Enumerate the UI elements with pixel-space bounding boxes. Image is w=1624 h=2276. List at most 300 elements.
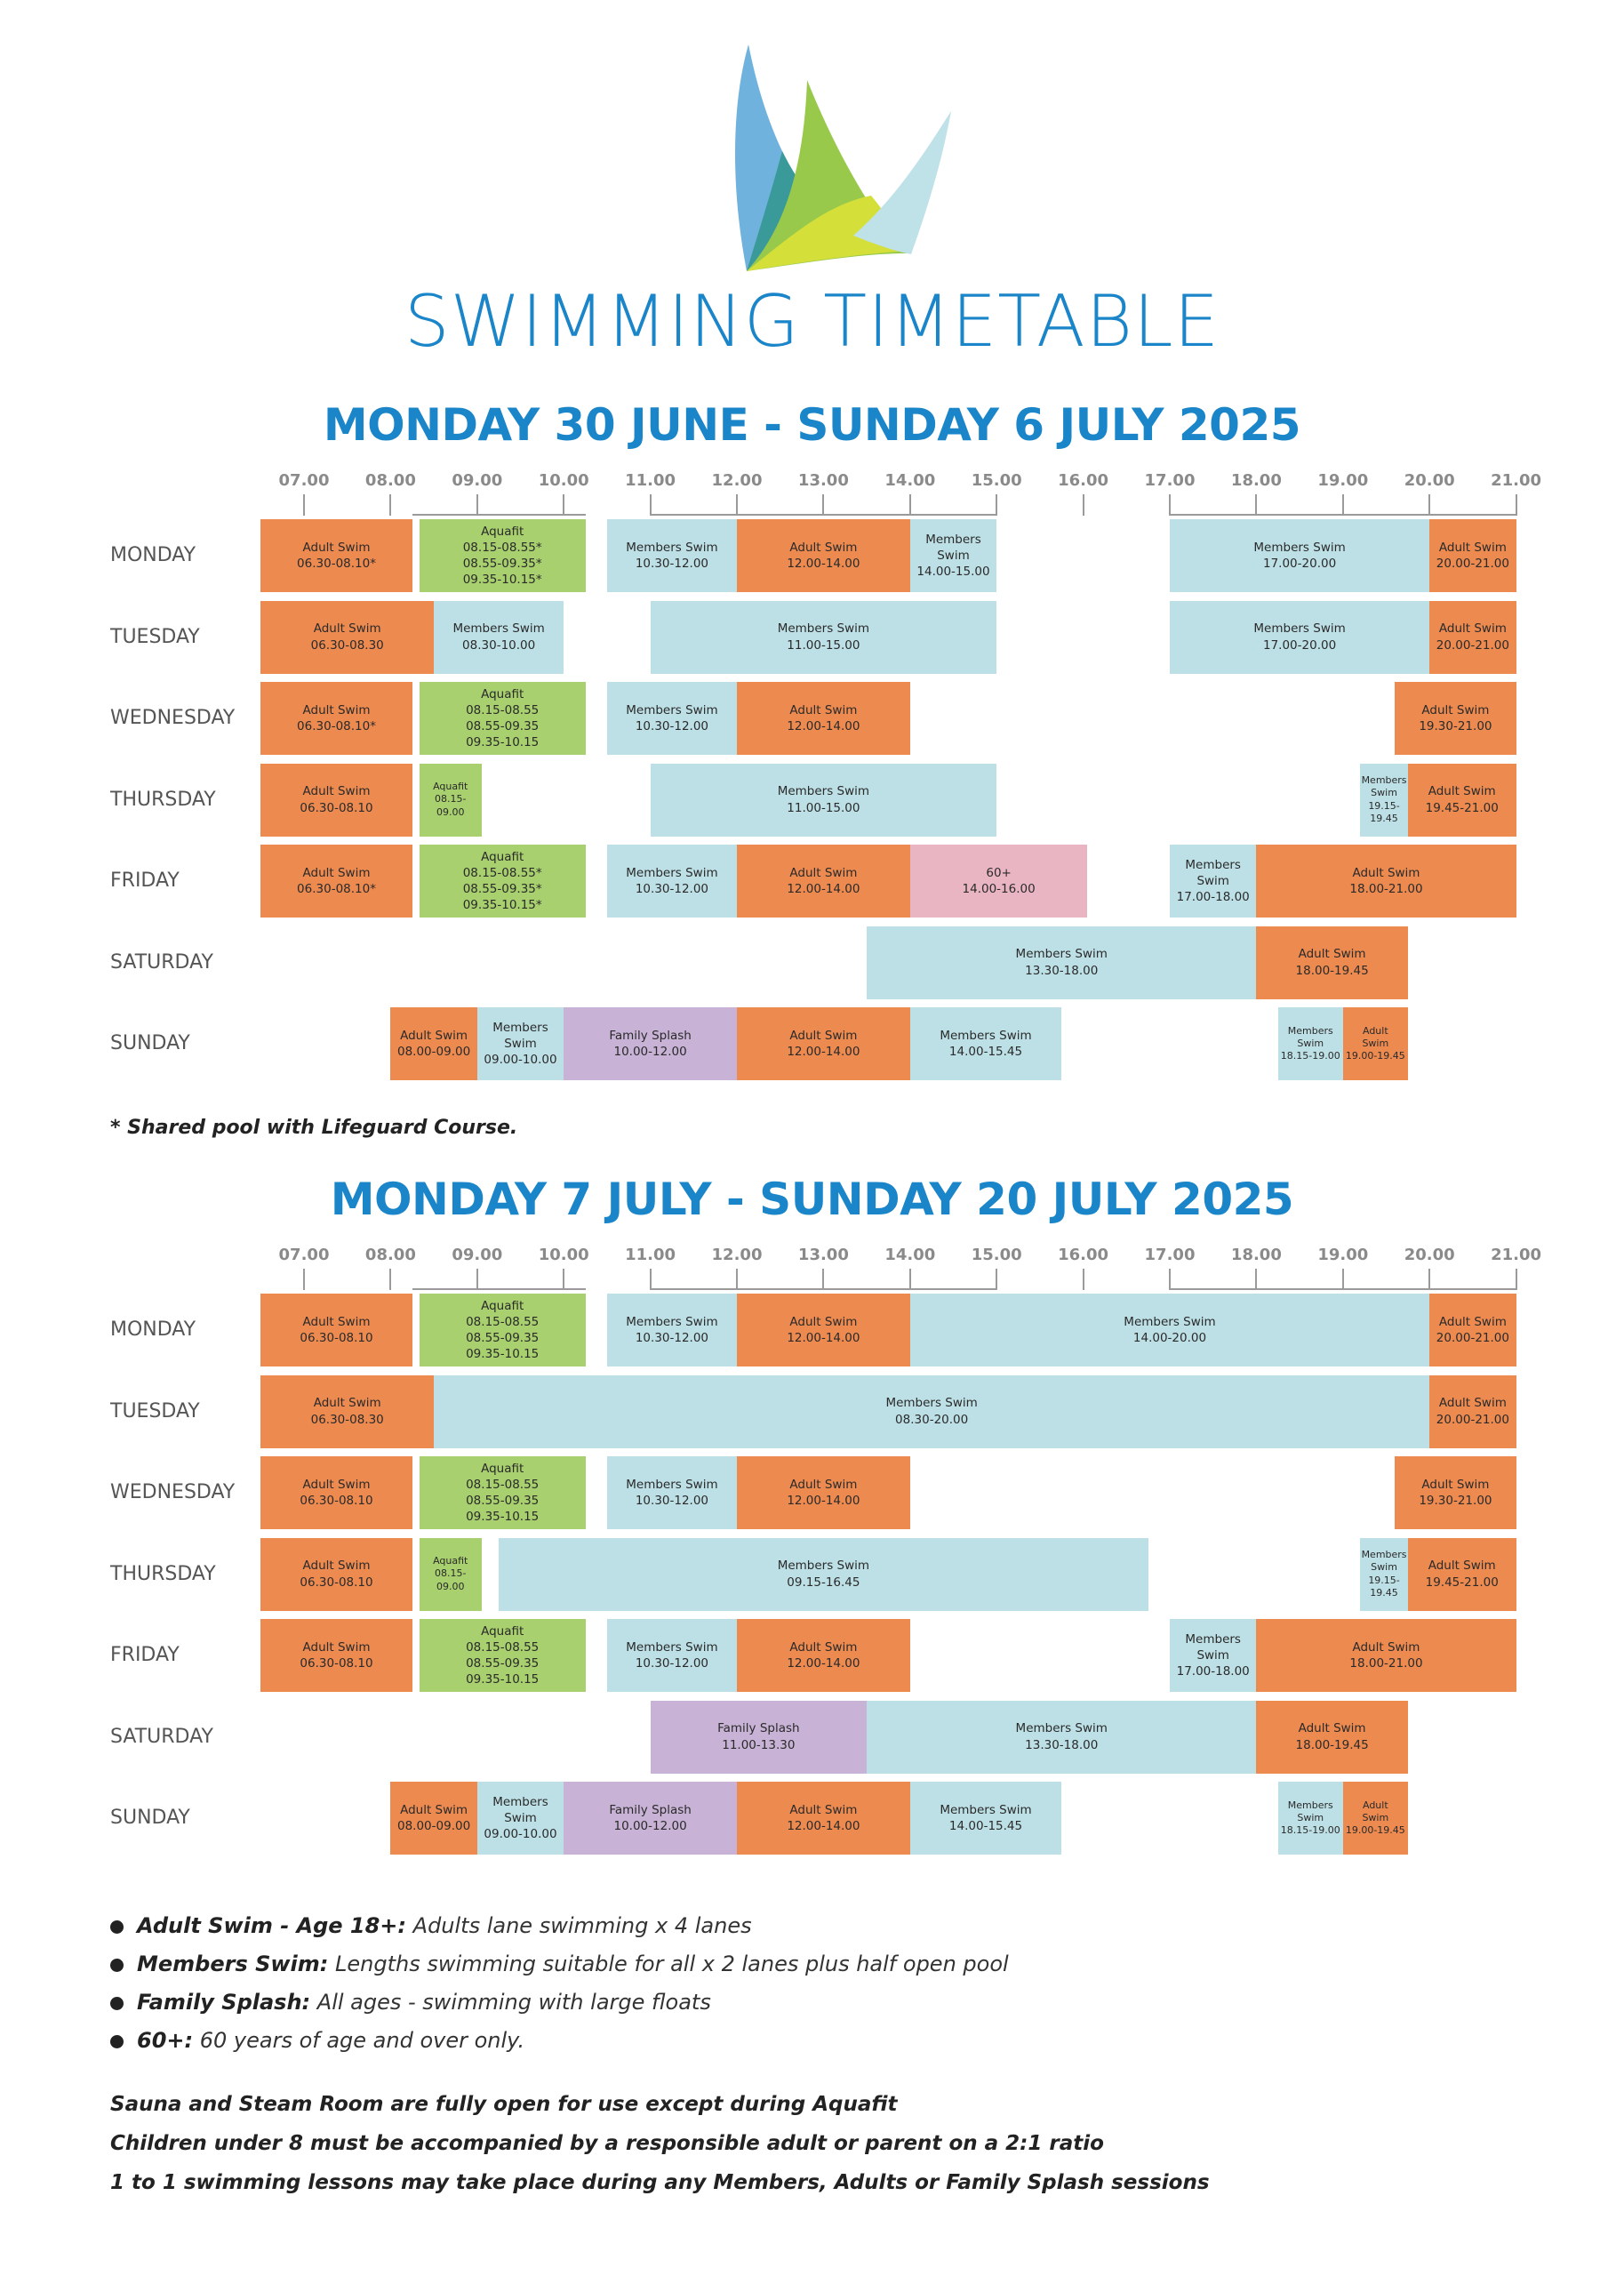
session-text: 09.35-10.15 — [466, 1510, 540, 1525]
session-block-adult — [1429, 519, 1516, 592]
session-block-members — [607, 519, 737, 592]
axis-tick — [650, 494, 652, 516]
session-text: 20.00-21.00 — [1436, 637, 1509, 653]
session-text: Adult Swim — [1428, 784, 1496, 799]
axis-hour-label: 16.00 — [1058, 1246, 1109, 1264]
session-text: Adult Swim — [400, 1028, 468, 1043]
session-text: Members — [1287, 1024, 1333, 1037]
session-text: 09.35-10.15* — [462, 898, 542, 913]
session-text: 18.00-21.00 — [1349, 1656, 1423, 1671]
session-text: Adult Swim — [1352, 865, 1420, 880]
session-text: Adult Swim — [789, 1314, 858, 1329]
session-text: Adult Swim — [313, 621, 381, 637]
session-text: Adult Swim — [302, 540, 371, 555]
session-text: Members Swim — [777, 621, 870, 637]
session-block-aquafit — [420, 1294, 586, 1366]
session-text: 10.00-12.00 — [613, 1045, 687, 1059]
session-block-adult — [1256, 1701, 1407, 1774]
session-text: Members Swim — [626, 702, 718, 717]
day-label: FRIDAY — [110, 1644, 180, 1666]
session-text: Aquafit — [481, 1298, 524, 1313]
legend-term: 60+: — [137, 2028, 194, 2053]
session-block-adult — [260, 1538, 412, 1611]
session-text: 09.35-10.15 — [466, 735, 540, 750]
session-text: Members Swim — [1253, 540, 1346, 555]
session-text: Members Swim — [452, 621, 545, 637]
session-text: Members Swim — [940, 1802, 1032, 1817]
logo-sails-icon — [729, 44, 951, 280]
session-text: 17.00-18.00 — [1176, 890, 1250, 905]
session-text: 08.00-09.00 — [397, 1819, 471, 1833]
axis-hour-label: 12.00 — [711, 471, 763, 490]
session-block-members — [607, 1619, 737, 1692]
session-text: Adult Swim — [1352, 1639, 1420, 1655]
axis-tick — [822, 494, 824, 516]
session-block-adult — [1343, 1782, 1408, 1855]
session-block-adult — [1395, 1456, 1516, 1529]
legend-item — [110, 1907, 1009, 1945]
session-block-members — [910, 1007, 1061, 1080]
axis-hour-label: 11.00 — [625, 471, 676, 490]
session-block-adult — [737, 682, 910, 755]
session-text: Swim — [1196, 873, 1229, 888]
session-text: 08.55-09.35* — [462, 557, 542, 571]
legend-term: Family Splash: — [137, 1990, 311, 2015]
session-text: 06.30-08.10* — [297, 557, 376, 571]
session-text: 06.30-08.10 — [300, 1575, 373, 1590]
axis-hour-label: 19.00 — [1317, 1246, 1369, 1264]
axis-tick — [1516, 494, 1517, 516]
day-label: SATURDAY — [110, 1725, 213, 1748]
session-text: Members — [1185, 857, 1241, 872]
session-text: 12.00-14.00 — [787, 719, 860, 733]
session-block-adult — [1408, 1538, 1516, 1611]
session-text: 08.15- — [435, 1567, 467, 1580]
session-text: 14.00-15.45 — [948, 1045, 1023, 1059]
session-block-members — [910, 1294, 1429, 1366]
session-text: 09.00-10.00 — [484, 1053, 557, 1068]
session-text: 18.00-21.00 — [1349, 882, 1423, 896]
session-block-aquafit — [420, 519, 586, 592]
session-text: Swim — [1371, 1561, 1397, 1574]
session-text: Members — [492, 1020, 548, 1035]
session-block-members — [607, 845, 737, 918]
session-block-members — [1278, 1782, 1343, 1855]
session-block-adult — [390, 1007, 476, 1080]
session-block-adult — [260, 764, 412, 837]
session-block-members — [651, 764, 997, 837]
session-text: Members Swim — [1124, 1314, 1216, 1329]
session-block-aquafit — [420, 1619, 586, 1692]
axis-tick — [1428, 494, 1430, 516]
session-text: 12.00-14.00 — [787, 1331, 860, 1345]
session-text: 18.15-19.00 — [1280, 1050, 1340, 1062]
session-text: 20.00-21.00 — [1436, 557, 1509, 571]
session-text: Adult Swim — [1438, 540, 1507, 555]
axis-tick — [476, 494, 478, 516]
session-block-members — [1170, 519, 1429, 592]
session-text: Swim — [1297, 1811, 1324, 1823]
day-label: FRIDAY — [110, 870, 180, 892]
session-text: Adult Swim — [1438, 621, 1507, 637]
session-block-members — [499, 1538, 1148, 1611]
session-block-members — [1360, 1538, 1408, 1611]
axis-tick — [1516, 1269, 1517, 1290]
axis-hour-label: 21.00 — [1491, 471, 1542, 490]
session-text: Aquafit — [481, 1623, 524, 1639]
session-text: 10.30-12.00 — [635, 1494, 709, 1508]
session-text: 10.30-12.00 — [635, 1656, 709, 1671]
session-text: 06.30-08.10* — [297, 882, 376, 896]
session-text: Adult Swim — [302, 1639, 371, 1655]
axis-tick — [1342, 494, 1344, 516]
axis-tick — [1169, 1269, 1171, 1290]
session-text: 19.45 — [1370, 812, 1398, 824]
session-text: Family Splash — [717, 1721, 800, 1736]
axis-tick — [1083, 1269, 1084, 1290]
axis-hour-label: 18.00 — [1230, 1246, 1282, 1264]
session-text: 10.30-12.00 — [635, 557, 709, 571]
session-text: 14.00-15.45 — [948, 1819, 1023, 1833]
session-text: Swim — [1371, 787, 1397, 799]
session-text: Family Splash — [609, 1802, 692, 1817]
session-text: Adult Swim — [1421, 702, 1490, 717]
axis-line — [651, 1288, 737, 1290]
info-note: Sauna and Steam Room are fully open for use except during Aquafit — [110, 2093, 898, 2116]
session-text: Swim — [1362, 1037, 1389, 1049]
session-text: 09.00 — [436, 1580, 465, 1592]
week-title: MONDAY 30 JUNE - SUNDAY 6 JULY 2025 — [323, 399, 1301, 451]
legend-description: All ages - swimming with large floats — [310, 1990, 711, 2015]
session-block-adult — [390, 1782, 476, 1855]
session-text: 19.30-21.00 — [1419, 1494, 1492, 1508]
session-block-members — [1170, 845, 1256, 918]
session-text: Adult Swim — [302, 865, 371, 880]
session-block-adult — [260, 1294, 412, 1366]
session-block-members — [867, 926, 1256, 999]
axis-hour-label: 15.00 — [971, 471, 1022, 490]
session-text: Members Swim — [626, 1477, 718, 1492]
day-label: THURSDAY — [110, 788, 216, 811]
session-text: 06.30-08.30 — [310, 1412, 384, 1427]
session-text: 09.35-10.15 — [466, 1672, 540, 1687]
day-label: SUNDAY — [110, 1807, 190, 1829]
session-text: 18.15-19.00 — [1280, 1824, 1340, 1837]
session-text: 06.30-08.30 — [310, 637, 384, 653]
session-text: 19.45-21.00 — [1425, 800, 1499, 815]
bullet-icon — [110, 2035, 124, 2048]
session-block-aquafit — [420, 1538, 482, 1611]
axis-tick — [1255, 1269, 1257, 1290]
session-text: Family Splash — [609, 1028, 692, 1043]
axis-tick — [822, 1269, 824, 1290]
session-text: Adult Swim — [313, 1396, 381, 1411]
day-label: SUNDAY — [110, 1032, 190, 1054]
session-text: 12.00-14.00 — [787, 557, 860, 571]
session-text: Swim — [504, 1810, 537, 1825]
session-block-members — [477, 1007, 564, 1080]
session-text: Adult Swim — [789, 702, 858, 717]
axis-tick — [303, 1269, 305, 1290]
legend-item — [110, 1983, 1009, 2022]
session-text: 14.00-15.00 — [916, 565, 990, 580]
session-text: Members Swim — [777, 1559, 870, 1574]
session-text: 12.00-14.00 — [787, 1494, 860, 1508]
session-text: 13.30-18.00 — [1025, 963, 1099, 978]
session-text: Swim — [1362, 1811, 1389, 1823]
axis-line — [412, 1288, 586, 1290]
axis-tick — [1169, 494, 1171, 516]
session-text: 08.15- — [435, 793, 467, 805]
axis-tick — [1083, 494, 1084, 516]
session-text: 19.15- — [1368, 1574, 1400, 1586]
session-text: 12.00-14.00 — [787, 1819, 860, 1833]
axis-hour-label: 20.00 — [1404, 1246, 1455, 1264]
session-text: 08.15-08.55 — [466, 1639, 540, 1655]
legend-item — [110, 1945, 1009, 1983]
session-text: Adult Swim — [302, 784, 371, 799]
session-block-adult — [737, 1007, 910, 1080]
session-text: 19.30-21.00 — [1419, 719, 1492, 733]
page-title: SWIMMING TIMETABLE — [404, 280, 1220, 363]
session-block-family — [564, 1007, 737, 1080]
session-text: 12.00-14.00 — [787, 1656, 860, 1671]
axis-hour-label: 08.00 — [364, 471, 416, 490]
session-block-aquafit — [420, 845, 586, 918]
session-block-adult — [1343, 1007, 1408, 1080]
session-text: 09.00-10.00 — [484, 1827, 557, 1842]
session-text: 06.30-08.10 — [300, 800, 373, 815]
session-text: 08.55-09.35* — [462, 882, 542, 896]
legend-description: 60 years of age and over only. — [193, 2028, 525, 2053]
axis-hour-label: 13.00 — [797, 1246, 849, 1264]
session-block-members — [607, 682, 737, 755]
bullet-icon — [110, 1920, 124, 1934]
session-text: 10.30-12.00 — [635, 719, 709, 733]
session-text: Aquafit — [481, 524, 524, 539]
session-block-members — [1170, 1619, 1256, 1692]
session-text: Swim — [1196, 1647, 1229, 1663]
axis-tick — [1255, 494, 1257, 516]
axis-hour-label: 09.00 — [452, 1246, 503, 1264]
session-text: 09.00 — [436, 805, 465, 818]
axis-line — [412, 514, 586, 516]
session-block-adult — [260, 682, 412, 755]
session-text: 08.15-08.55 — [466, 1477, 540, 1492]
session-text: 10.30-12.00 — [635, 1331, 709, 1345]
legend — [110, 1907, 1009, 2060]
session-block-adult — [260, 601, 434, 674]
day-label: MONDAY — [110, 1318, 196, 1341]
session-text: 08.30-10.00 — [462, 637, 536, 653]
legend-item — [110, 2022, 1009, 2060]
session-text: Swim — [937, 548, 970, 563]
session-text: Members Swim — [1015, 1721, 1108, 1736]
axis-hour-label: 08.00 — [364, 1246, 416, 1264]
session-block-adult — [1256, 1619, 1516, 1692]
session-block-adult — [1408, 764, 1516, 837]
session-text: 17.00-18.00 — [1176, 1664, 1250, 1679]
session-text: Adult Swim — [302, 1314, 371, 1329]
axis-tick — [909, 494, 911, 516]
session-block-members — [910, 1782, 1061, 1855]
session-block-members — [434, 1375, 1429, 1448]
session-text: Members — [925, 532, 981, 547]
session-text: Adult Swim — [400, 1802, 468, 1817]
session-text: 20.00-21.00 — [1436, 1412, 1509, 1427]
session-text: 11.00-15.00 — [787, 800, 860, 815]
session-text: 08.15-08.55* — [462, 540, 542, 555]
session-block-members — [651, 601, 997, 674]
session-block-aquafit — [420, 1456, 586, 1529]
session-text: Aquafit — [481, 1461, 524, 1476]
axis-hour-label: 12.00 — [711, 1246, 763, 1264]
session-text: 19.00-19.45 — [1345, 1824, 1405, 1837]
session-text: Adult Swim — [789, 1477, 858, 1492]
axis-hour-label: 07.00 — [278, 1246, 330, 1264]
bullet-icon — [110, 1997, 124, 2010]
session-text: Members Swim — [626, 1314, 718, 1329]
axis-tick — [1428, 1269, 1430, 1290]
session-block-adult — [737, 1456, 910, 1529]
session-text: Adult Swim — [1438, 1396, 1507, 1411]
session-text: Adult Swim — [1298, 1721, 1366, 1736]
session-text: 10.00-12.00 — [613, 1819, 687, 1833]
axis-hour-label: 19.00 — [1317, 471, 1369, 490]
session-text: 19.45 — [1370, 1586, 1398, 1599]
session-block-adult — [1429, 1294, 1516, 1366]
session-block-adult — [737, 845, 910, 918]
session-block-adult — [1256, 926, 1407, 999]
session-text: 17.00-20.00 — [1263, 557, 1337, 571]
session-text: 12.00-14.00 — [787, 882, 860, 896]
session-text: 08.55-09.35 — [466, 1494, 540, 1508]
bullet-icon — [110, 1959, 124, 1972]
day-label: WEDNESDAY — [110, 707, 236, 729]
axis-hour-label: 17.00 — [1144, 1246, 1196, 1264]
legend-description: Lengths swimming suitable for all x 2 lanes plus half open pool — [328, 1951, 1009, 1976]
axis-hour-label: 21.00 — [1491, 1246, 1542, 1264]
day-label: WEDNESDAY — [110, 1481, 236, 1503]
session-text: 08.15-08.55 — [466, 702, 540, 717]
session-text: 19.15- — [1368, 799, 1400, 812]
axis-tick — [736, 1269, 738, 1290]
session-text: Members — [1361, 773, 1407, 786]
axis-line — [910, 1288, 996, 1290]
session-text: 09.35-10.15 — [466, 1347, 540, 1362]
session-block-adult — [737, 519, 910, 592]
session-text: 06.30-08.10 — [300, 1656, 373, 1671]
session-text: 08.15-08.55* — [462, 865, 542, 880]
session-text: Adult Swim — [1298, 947, 1366, 962]
session-text: Adult Swim — [1428, 1559, 1496, 1574]
axis-tick — [389, 1269, 391, 1290]
session-text: 10.30-12.00 — [635, 882, 709, 896]
session-block-adult — [260, 1375, 434, 1448]
session-text: 09.35-10.15* — [462, 573, 542, 588]
session-block-aquafit — [420, 764, 482, 837]
session-text: Members Swim — [777, 784, 870, 799]
session-block-adult — [260, 845, 412, 918]
session-block-members — [477, 1782, 564, 1855]
session-text: Aquafit — [433, 781, 468, 793]
session-block-family — [564, 1782, 737, 1855]
session-text: Swim — [504, 1036, 537, 1051]
session-block-members — [434, 601, 564, 674]
session-text: 14.00-16.00 — [962, 882, 1036, 896]
session-block-adult — [1429, 1375, 1516, 1448]
axis-hour-label: 09.00 — [452, 471, 503, 490]
session-text: Members Swim — [1253, 621, 1346, 637]
session-text: 06.30-08.10* — [297, 719, 376, 733]
session-text: 19.45-21.00 — [1425, 1575, 1499, 1590]
axis-hour-label: 10.00 — [538, 1246, 589, 1264]
axis-tick — [996, 494, 997, 516]
session-text: 19.00-19.45 — [1345, 1050, 1405, 1062]
session-text: 17.00-20.00 — [1263, 637, 1337, 653]
session-block-adult — [260, 1619, 412, 1692]
session-block-adult — [1429, 601, 1516, 674]
session-block-members — [607, 1456, 737, 1529]
session-text: Aquafit — [433, 1555, 468, 1567]
axis-tick — [303, 494, 305, 516]
session-text: Members — [1185, 1631, 1241, 1647]
axis-tick — [1342, 1269, 1344, 1290]
session-text: 06.30-08.10 — [300, 1331, 373, 1345]
axis-hour-label: 10.00 — [538, 471, 589, 490]
axis-hour-label: 13.00 — [797, 471, 849, 490]
session-block-adult — [737, 1294, 910, 1366]
session-text: Adult Swim — [1421, 1477, 1490, 1492]
session-text: Aquafit — [481, 686, 524, 701]
axis-hour-label: 11.00 — [625, 1246, 676, 1264]
axis-hour-label: 18.00 — [1230, 471, 1282, 490]
session-text: Adult — [1362, 1024, 1388, 1037]
session-text: 08.55-09.35 — [466, 1331, 540, 1345]
session-block-adult — [737, 1782, 910, 1855]
legend-term: Members Swim: — [137, 1951, 329, 1976]
info-note: Children under 8 must be accompanied by a responsible adult or parent on a 2:1 ratio — [110, 2132, 1104, 2155]
session-block-members — [1170, 601, 1429, 674]
session-block-aquafit — [420, 682, 586, 755]
session-text: Aquafit — [481, 849, 524, 864]
session-block-sixty — [910, 845, 1088, 918]
axis-hour-label: 20.00 — [1404, 471, 1455, 490]
axis-hour-label: 17.00 — [1144, 471, 1196, 490]
session-text: 12.00-14.00 — [787, 1045, 860, 1059]
footnote: * Shared pool with Lifeguard Course. — [110, 1117, 518, 1139]
session-text: Swim — [1297, 1037, 1324, 1049]
session-text: Adult Swim — [1438, 1314, 1507, 1329]
session-text: Members Swim — [1015, 947, 1108, 962]
session-text: 11.00-13.30 — [722, 1737, 796, 1752]
day-label: TUESDAY — [110, 625, 200, 648]
axis-hour-label: 14.00 — [884, 1246, 936, 1264]
session-block-adult — [260, 519, 412, 592]
axis-tick — [736, 494, 738, 516]
axis-hour-label: 14.00 — [884, 471, 936, 490]
axis-line — [910, 514, 996, 516]
session-text: 14.00-20.00 — [1132, 1331, 1207, 1345]
axis-tick — [650, 1269, 652, 1290]
notes — [110, 2085, 1210, 2202]
axis-line — [651, 514, 737, 516]
session-block-members — [910, 519, 996, 592]
axis-tick — [909, 1269, 911, 1290]
axis-hour-label: 15.00 — [971, 1246, 1022, 1264]
session-text: 08.30-20.00 — [895, 1412, 969, 1427]
session-text: Members Swim — [626, 1639, 718, 1655]
